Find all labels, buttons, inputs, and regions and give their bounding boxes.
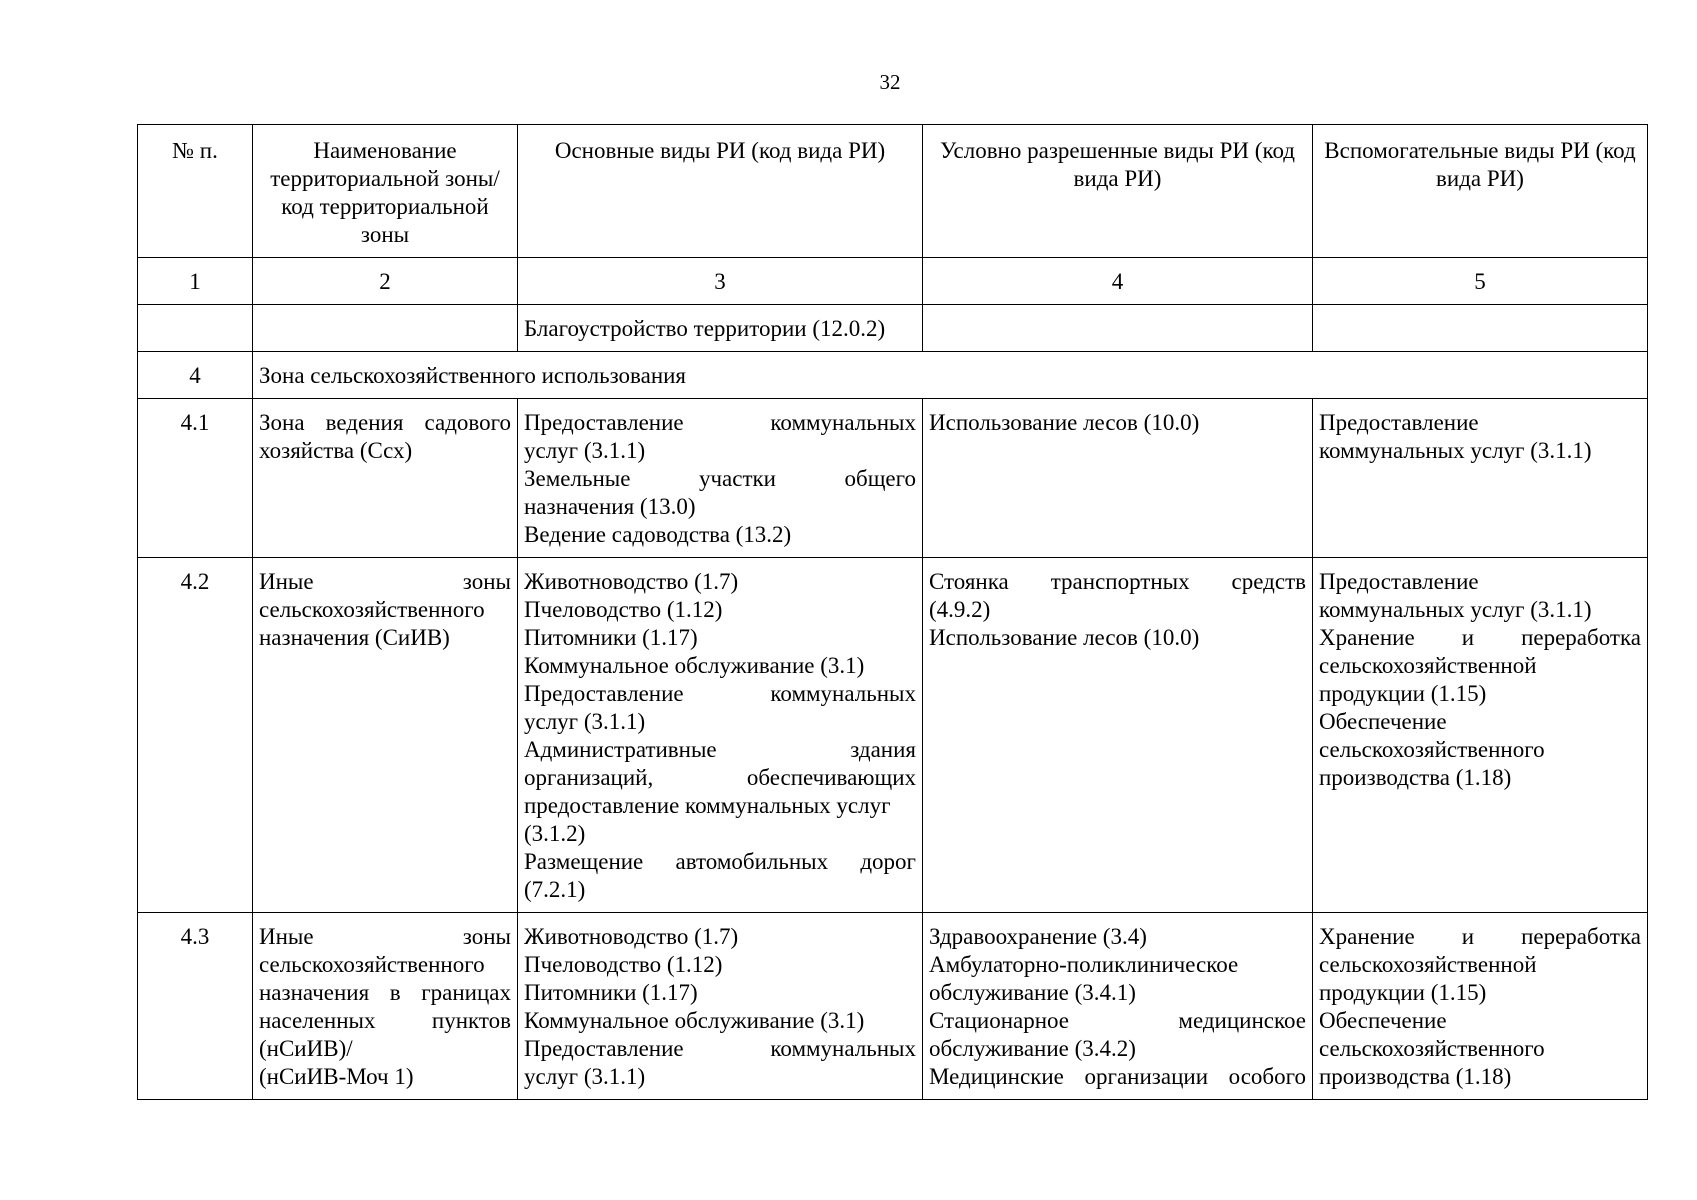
table-row <box>138 558 1648 913</box>
cell-zone-name: Зона ведения садового хозяйства (Ссх) <box>253 399 518 558</box>
cell-num: 4 <box>138 352 253 399</box>
table-row-zone-group <box>138 352 1648 399</box>
table-row <box>138 399 1648 558</box>
cell-zone-name <box>253 305 518 352</box>
cell-num: 4.2 <box>138 558 253 913</box>
header-conditional-types: Условно разрешенные виды РИ (код вида РИ) <box>923 125 1313 258</box>
column-number: 3 <box>518 258 923 305</box>
table-row <box>138 913 1648 1100</box>
column-number: 1 <box>138 258 253 305</box>
cell-num: 4.1 <box>138 399 253 558</box>
cell-conditional-types: Использование лесов (10.0) <box>923 399 1313 558</box>
cell-auxiliary-types: Предоставление коммунальных услуг (3.1.1) Хранение и переработка сельскохозяйственной продукции (1.15) Обеспечение сельскохозяйственного производства (1.18) <box>1313 558 1648 913</box>
cell-main-types: Предоставление коммунальных услуг (3.1.1) Земельные участки общего назначения (13.0) Ведение садоводства (13.2) <box>518 399 923 558</box>
cell-num: 4.3 <box>138 913 253 1100</box>
header-row <box>138 125 1648 258</box>
zones-table <box>137 124 1648 1100</box>
column-number: 2 <box>253 258 518 305</box>
cell-zone-name: Иные зоны сельскохозяйственного назначения (СиИВ) <box>253 558 518 913</box>
cell-auxiliary-types: Хранение и переработка сельскохозяйственной продукции (1.15) Обеспечение сельскохозяйственного производства (1.18) <box>1313 913 1648 1100</box>
header-zone-name: Наименование территориальной зоны/код территориальной зоны <box>253 125 518 258</box>
table-row <box>138 305 1648 352</box>
header-num: № п. <box>138 125 253 258</box>
header-main-types: Основные виды РИ (код вида РИ) <box>518 125 923 258</box>
column-number: 4 <box>923 258 1313 305</box>
column-numbers-row <box>138 258 1648 305</box>
cell-num <box>138 305 253 352</box>
cell-auxiliary-types: Предоставление коммунальных услуг (3.1.1) <box>1313 399 1648 558</box>
cell-zone-group-name: Зона сельскохозяйственного использования <box>253 352 1648 399</box>
page-number: 32 <box>879 70 901 94</box>
cell-conditional-types: Здравоохранение (3.4) Амбулаторно-поликлиническое обслуживание (3.4.1) Стационарное медицинское обслуживание (3.4.2) Медицинские организации особого <box>923 913 1313 1100</box>
cell-auxiliary-types <box>1313 305 1648 352</box>
cell-main-types: Животноводство (1.7) Пчеловодство (1.12) Питомники (1.17) Коммунальное обслуживание (3.1) Предоставление коммунальных услуг (3.1.1) Административные здания организаций, обеспечивающих предоставление коммунальных услуг (3.1.2) Размещение автомобильных дорог (7.2.1) <box>518 558 923 913</box>
cell-conditional-types <box>923 305 1313 352</box>
column-number: 5 <box>1313 258 1648 305</box>
header-auxiliary-types: Вспомогательные виды РИ (код вида РИ) <box>1313 125 1648 258</box>
cell-main-types: Животноводство (1.7) Пчеловодство (1.12) Питомники (1.17) Коммунальное обслуживание (3.1) Предоставление коммунальных услуг (3.1.1) <box>518 913 923 1100</box>
cell-main-types: Благоустройство территории (12.0.2) <box>518 305 923 352</box>
cell-zone-name: Иные зоны сельскохозяйственного назначения в границах населенных пунктов (нСиИВ)/ (нСиИВ-Моч 1) <box>253 913 518 1100</box>
cell-conditional-types: Стоянка транспортных средств (4.9.2) Использование лесов (10.0) <box>923 558 1313 913</box>
